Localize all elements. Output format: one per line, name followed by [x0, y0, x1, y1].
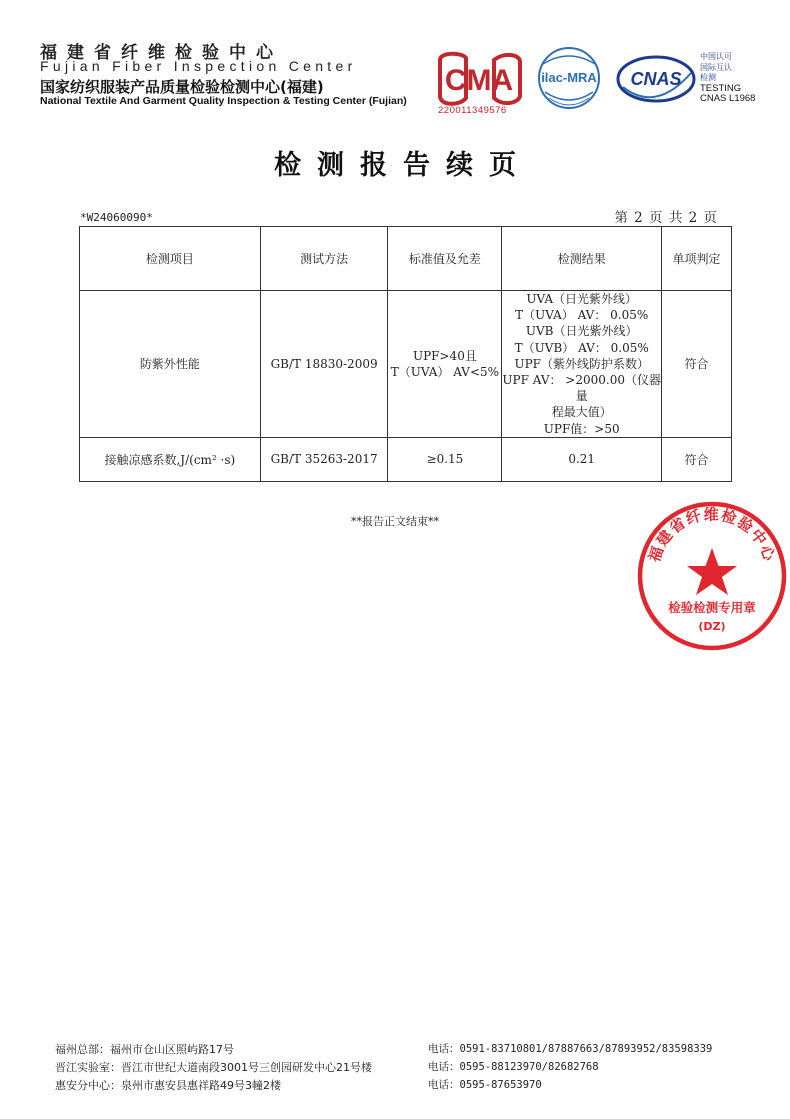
results-table [79, 226, 732, 482]
cnas-logo-icon [615, 53, 697, 105]
footer-tel: 电话：0595-87653970 [428, 1079, 542, 1091]
org-name-en-full: National Textile And Garment Quality Inspection & Testing Center (Fujian) [40, 95, 407, 107]
footer-contacts [55, 1041, 755, 1095]
page-title: 检测报告续页 [274, 150, 532, 181]
cell-standard: ≥0.15 [388, 437, 502, 481]
org-name-cn-short: 福建省纤维检验中心 [40, 43, 283, 63]
cell-result: 0.21 [502, 437, 662, 481]
header-result: 检测结果 [502, 227, 662, 291]
cell-verdict: 符合 [662, 291, 732, 438]
letterhead [0, 0, 790, 115]
ilac-logo-text: ilac-MRA [541, 70, 597, 85]
footer-tel: 电话：0595-88123970/82682768 [428, 1061, 599, 1073]
cma-number: 220011349576 [438, 105, 507, 116]
cell-item: 防紫外性能 [80, 291, 261, 438]
ilac-mra-logo-icon [533, 46, 605, 110]
seal-code: (DZ) [698, 620, 726, 633]
seal-top-text: 福建省纤维检验中心 [645, 505, 779, 565]
footer-tel: 电话：0591-83710801/87887663/87893952/83598339 [428, 1043, 713, 1055]
table-header-row [80, 227, 732, 291]
footer-address: 晋江实验室：晋江市世纪大道南段3001号三创园研发中心21号楼 [55, 1061, 372, 1074]
cell-item: 接触凉感系数,J/(cm² ·s) [80, 437, 261, 481]
header-verdict: 单项判定 [662, 227, 732, 291]
end-of-report-note: **报告正文结束** [351, 515, 439, 528]
footer-row [55, 1059, 755, 1077]
header-item: 检测项目 [80, 227, 261, 291]
footer-row [55, 1077, 755, 1095]
footer-address: 惠安分中心：泉州市惠安县惠祥路49号3幢2楼 [55, 1079, 281, 1092]
page-indicator: 第 2 页 共 2 页 [614, 210, 718, 226]
cell-verdict: 符合 [662, 437, 732, 481]
table-row [80, 291, 732, 438]
cell-result: UVA（日光紫外线） T（UVA） AV： 0.05% UVB（日光紫外线） T（UVB） AV： 0.05% UPF（紫外线防护系数） UPF AV： >2000.00（仪器量 程最大值） UPF值：>50 [502, 292, 661, 436]
cell-method: GB/T 18830-2009 [260, 291, 388, 438]
report-number: *W24060090* [80, 211, 153, 224]
footer-row [55, 1041, 755, 1059]
official-seal-icon [636, 500, 788, 652]
table-row [80, 437, 732, 481]
org-name-cn-full: 国家纺织服装产品质量检验检测中心(福建) [40, 78, 324, 96]
cnas-accreditation-text: 中国认可 国际互认 检测 TESTING CNAS L1968 [700, 52, 756, 104]
cell-method: GB/T 35263-2017 [260, 437, 388, 481]
cell-standard: UPF>40且 T（UVA） AV<5% [388, 291, 502, 438]
header-standard: 标准值及允差 [388, 227, 502, 291]
org-name-en-short: Fujian Fiber Inspection Center [40, 58, 357, 74]
cnas-logo-text: CNAS [630, 69, 682, 89]
footer-address: 福州总部：福州市仓山区照屿路17号 [55, 1043, 234, 1056]
seal-bottom-text: 检验检测专用章 [668, 600, 756, 615]
header-method: 测试方法 [260, 227, 388, 291]
cma-logo-text: CMA [444, 64, 514, 97]
